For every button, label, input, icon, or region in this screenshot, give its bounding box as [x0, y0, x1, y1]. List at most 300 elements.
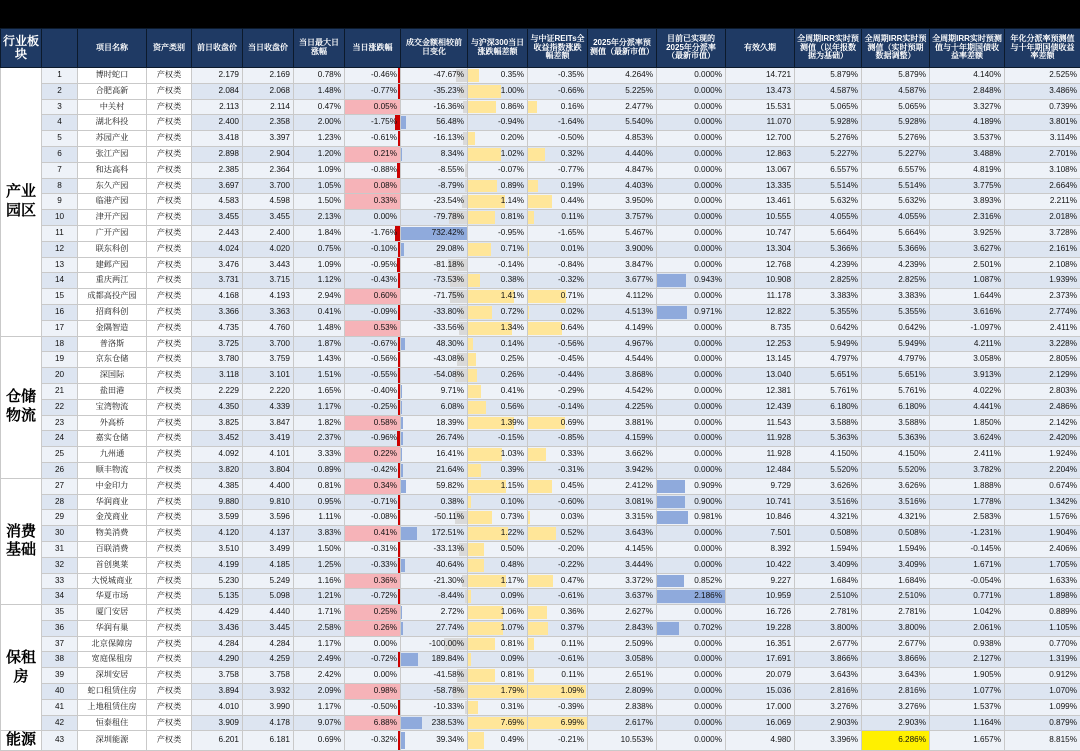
vs-csi-reits-value: 0.11% — [561, 670, 584, 679]
vs-csi-reits — [528, 99, 588, 115]
row-index: 18 — [42, 336, 78, 352]
vs-csi-reits-value: 0.69% — [561, 418, 584, 427]
project-name: 外高桥 — [78, 415, 147, 431]
dist-realized — [657, 605, 726, 621]
dist-realized — [657, 510, 726, 526]
asset-type: 产权类 — [147, 225, 192, 241]
vs-hs300-value: 1.41% — [501, 291, 524, 300]
project-name: 物美消费 — [78, 526, 147, 542]
dist-realized — [657, 431, 726, 447]
dist-spread: 2.525% — [1005, 68, 1080, 84]
vs-csi-reits-bar — [528, 669, 534, 682]
daily-change: -0.50% — [345, 699, 401, 715]
vs-hs300 — [468, 225, 528, 241]
vs-csi-reits-value: -0.31% — [558, 465, 584, 474]
irr-adjusted: 4.150% — [862, 447, 930, 463]
dist-realized — [657, 83, 726, 99]
dist-realized-value: 0.000% — [694, 212, 722, 221]
vs-csi-reits-value: 0.45% — [561, 481, 584, 490]
irr-adjusted: 0.508% — [862, 526, 930, 542]
dist-realized-value: 0.000% — [694, 323, 722, 332]
amount-change-value: -100.00% — [429, 639, 464, 648]
irr-spread: 2.127% — [930, 652, 1005, 668]
vs-hs300 — [468, 620, 528, 636]
amount-change-value: -54.08% — [434, 370, 465, 379]
dist-2025: 3.881% — [588, 415, 657, 431]
table-row — [1, 731, 1080, 751]
amount-change-bar — [401, 338, 405, 351]
dist-spread: 2.774% — [1005, 304, 1080, 320]
duration: 17.691 — [726, 652, 795, 668]
dist-realized — [657, 494, 726, 510]
irr-adjusted: 2.816% — [862, 684, 930, 700]
row-index: 13 — [42, 257, 78, 273]
dist-2025: 3.868% — [588, 368, 657, 384]
dist-spread: 0.770% — [1005, 636, 1080, 652]
max-gain: 2.13% — [294, 210, 345, 226]
vs-hs300 — [468, 636, 528, 652]
dist-spread: 1.904% — [1005, 526, 1080, 542]
amount-change-value: -33.80% — [434, 307, 465, 316]
dist-spread: 2.803% — [1005, 383, 1080, 399]
dist-realized — [657, 115, 726, 131]
daily-change: -0.46% — [345, 68, 401, 84]
irr-spread: 2.848% — [930, 83, 1005, 99]
vs-hs300-bar — [468, 606, 503, 619]
project-name: 东久产园 — [78, 178, 147, 194]
vs-hs300-bar — [468, 211, 495, 224]
vs-csi-reits-value: 0.36% — [561, 607, 584, 616]
amount-change-value: -79.78% — [434, 212, 465, 221]
dist-realized-value: 0.000% — [694, 339, 722, 348]
dist-spread: 3.108% — [1005, 162, 1080, 178]
dist-spread: 2.701% — [1005, 146, 1080, 162]
dist-realized-value: 0.000% — [694, 354, 722, 363]
dist-realized — [657, 146, 726, 162]
duration: 19.228 — [726, 620, 795, 636]
irr-spread: 4.211% — [930, 336, 1005, 352]
table-row — [1, 83, 1080, 99]
irr-spread: 3.925% — [930, 225, 1005, 241]
irr-spread: 4.140% — [930, 68, 1005, 84]
dist-realized — [657, 383, 726, 399]
max-gain: 1.65% — [294, 383, 345, 399]
dist-realized-bar — [657, 274, 686, 287]
duration: 8.392 — [726, 541, 795, 557]
vs-hs300 — [468, 715, 528, 731]
row-index: 10 — [42, 210, 78, 226]
dist-realized — [657, 257, 726, 273]
prev-close: 5.230 — [192, 573, 243, 589]
max-gain: 0.78% — [294, 68, 345, 84]
close-price: 3.455 — [243, 210, 294, 226]
irr-annual: 6.557% — [795, 162, 862, 178]
row-index: 20 — [42, 368, 78, 384]
vs-hs300-bar — [468, 69, 479, 82]
vs-hs300-value: 1.03% — [501, 449, 524, 458]
max-gain: 0.75% — [294, 241, 345, 257]
close-price: 3.419 — [243, 431, 294, 447]
irr-adjusted: 6.557% — [862, 162, 930, 178]
irr-spread: -0.145% — [930, 541, 1005, 557]
vs-csi-reits-value: -0.50% — [558, 133, 584, 142]
asset-type: 产权类 — [147, 699, 192, 715]
table-row — [1, 210, 1080, 226]
irr-annual: 4.239% — [795, 257, 862, 273]
vs-csi-reits-value: 0.37% — [561, 623, 584, 632]
dist-spread: 1.342% — [1005, 494, 1080, 510]
daily-change: -0.88% — [345, 162, 401, 178]
duration: 10.555 — [726, 210, 795, 226]
dist-spread: 0.912% — [1005, 668, 1080, 684]
vs-hs300 — [468, 478, 528, 494]
duration: 17.000 — [726, 699, 795, 715]
row-index: 34 — [42, 589, 78, 605]
vs-csi-reits-bar — [528, 195, 552, 208]
vs-csi-reits — [528, 526, 588, 542]
duration: 12.768 — [726, 257, 795, 273]
amount-change-value: 8.34% — [441, 149, 464, 158]
vs-csi-reits-bar — [528, 606, 547, 619]
max-gain: 9.07% — [294, 715, 345, 731]
dist-spread: 1.576% — [1005, 510, 1080, 526]
row-index: 37 — [42, 636, 78, 652]
vs-csi-reits — [528, 178, 588, 194]
dist-spread: 2.411% — [1005, 320, 1080, 336]
dist-realized — [657, 699, 726, 715]
asset-type: 产权类 — [147, 510, 192, 526]
dist-realized — [657, 352, 726, 368]
project-name: 华夏市场 — [78, 589, 147, 605]
dist-2025: 2.838% — [588, 699, 657, 715]
amount-change — [401, 289, 468, 305]
close-price: 4.400 — [243, 478, 294, 494]
amount-change-value: 21.64% — [436, 465, 464, 474]
row-index: 35 — [42, 605, 78, 621]
asset-type: 产权类 — [147, 431, 192, 447]
dist-spread: 2.420% — [1005, 431, 1080, 447]
dist-realized — [657, 99, 726, 115]
max-gain: 2.94% — [294, 289, 345, 305]
irr-spread: -1.231% — [930, 526, 1005, 542]
close-price: 4.101 — [243, 447, 294, 463]
close-price: 3.445 — [243, 620, 294, 636]
prev-close: 4.385 — [192, 478, 243, 494]
irr-adjusted: 4.321% — [862, 510, 930, 526]
daily-change: -0.72% — [345, 589, 401, 605]
vs-csi-reits — [528, 289, 588, 305]
close-price: 5.249 — [243, 573, 294, 589]
irr-annual: 5.355% — [795, 304, 862, 320]
vs-hs300 — [468, 431, 528, 447]
amount-change-value: 56.48% — [436, 117, 464, 126]
dist-realized-value: 0.000% — [694, 370, 722, 379]
close-price: 3.596 — [243, 510, 294, 526]
dist-spread: 2.486% — [1005, 399, 1080, 415]
header-max-gain: 当日最大日涨幅 — [294, 29, 345, 68]
close-price: 2.068 — [243, 83, 294, 99]
amount-change-value: -58.78% — [434, 686, 465, 695]
vs-csi-reits-value: -1.64% — [558, 117, 584, 126]
vs-hs300-value: -0.94% — [498, 117, 524, 126]
vs-hs300-value: 1.22% — [501, 528, 524, 537]
dist-realized — [657, 336, 726, 352]
dist-spread: 2.805% — [1005, 352, 1080, 368]
sector-label: 仓储物流 — [1, 336, 42, 478]
project-name: 宝湾物流 — [78, 399, 147, 415]
project-name: 厦门安居 — [78, 605, 147, 621]
close-price: 2.904 — [243, 146, 294, 162]
amount-change — [401, 715, 468, 731]
dist-spread: 2.664% — [1005, 178, 1080, 194]
vs-hs300 — [468, 289, 528, 305]
asset-type: 产权类 — [147, 399, 192, 415]
irr-annual: 5.651% — [795, 368, 862, 384]
vs-hs300-value: 1.14% — [501, 196, 524, 205]
dist-2025: 3.757% — [588, 210, 657, 226]
vs-hs300-value: 1.00% — [501, 86, 524, 95]
dist-realized — [657, 415, 726, 431]
asset-type: 产权类 — [147, 115, 192, 131]
dist-spread: 3.228% — [1005, 336, 1080, 352]
amount-change-value: -73.53% — [434, 275, 465, 284]
vs-csi-reits-value: 0.01% — [561, 244, 584, 253]
max-gain: 1.12% — [294, 273, 345, 289]
dist-realized — [657, 131, 726, 147]
irr-spread: 1.077% — [930, 684, 1005, 700]
irr-spread: 2.583% — [930, 510, 1005, 526]
header-duration: 有效久期 — [726, 29, 795, 68]
table-row — [1, 383, 1080, 399]
dist-2025: 4.853% — [588, 131, 657, 147]
close-price: 2.400 — [243, 225, 294, 241]
vs-csi-reits — [528, 162, 588, 178]
dist-realized-value: 0.000% — [694, 228, 722, 237]
asset-type: 产权类 — [147, 304, 192, 320]
table-row — [1, 257, 1080, 273]
asset-type: 产权类 — [147, 557, 192, 573]
prev-close: 3.758 — [192, 668, 243, 684]
vs-hs300-value: 1.07% — [501, 623, 524, 632]
duration: 10.422 — [726, 557, 795, 573]
daily-change: 6.88% — [345, 715, 401, 731]
dist-2025: 3.315% — [588, 510, 657, 526]
prev-close: 4.010 — [192, 699, 243, 715]
dist-2025: 2.651% — [588, 668, 657, 684]
vs-csi-reits-bar — [528, 417, 565, 430]
row-index: 4 — [42, 115, 78, 131]
vs-csi-reits — [528, 573, 588, 589]
table-row — [1, 352, 1080, 368]
duration: 12.381 — [726, 383, 795, 399]
table-row — [1, 589, 1080, 605]
irr-adjusted: 4.587% — [862, 83, 930, 99]
irr-adjusted: 5.366% — [862, 241, 930, 257]
irr-adjusted: 5.928% — [862, 115, 930, 131]
dist-spread: 1.319% — [1005, 652, 1080, 668]
dist-realized-value: 0.000% — [694, 433, 722, 442]
project-name: 深圳能源 — [78, 731, 147, 751]
project-name: 湖北科投 — [78, 115, 147, 131]
dist-realized-value: 0.000% — [694, 386, 722, 395]
max-gain: 2.58% — [294, 620, 345, 636]
project-name: 九州通 — [78, 447, 147, 463]
vs-csi-reits — [528, 115, 588, 131]
amount-change-value: -23.54% — [434, 196, 465, 205]
irr-spread: 1.671% — [930, 557, 1005, 573]
vs-hs300 — [468, 399, 528, 415]
row-index: 42 — [42, 715, 78, 731]
vs-hs300-value: 0.72% — [501, 307, 524, 316]
daily-change: 0.60% — [345, 289, 401, 305]
max-gain: 1.43% — [294, 352, 345, 368]
vs-hs300-bar — [468, 732, 484, 749]
close-price: 3.715 — [243, 273, 294, 289]
dist-2025: 3.637% — [588, 589, 657, 605]
duration: 8.735 — [726, 320, 795, 336]
vs-hs300 — [468, 99, 528, 115]
asset-type: 产权类 — [147, 620, 192, 636]
vs-hs300-value: 0.26% — [501, 370, 524, 379]
amount-change-bar — [401, 480, 406, 493]
amount-change-value: 6.08% — [441, 402, 464, 411]
vs-hs300-bar — [468, 338, 473, 351]
table-row — [1, 289, 1080, 305]
vs-hs300-value: 0.49% — [501, 735, 524, 744]
project-name: 中关村 — [78, 99, 147, 115]
amount-change — [401, 541, 468, 557]
close-price: 4.185 — [243, 557, 294, 573]
dist-2025: 3.847% — [588, 257, 657, 273]
close-price: 3.700 — [243, 178, 294, 194]
irr-annual: 5.664% — [795, 225, 862, 241]
vs-csi-reits-value: -0.45% — [558, 354, 584, 363]
prev-close: 2.113 — [192, 99, 243, 115]
close-price: 4.598 — [243, 194, 294, 210]
table-row — [1, 699, 1080, 715]
vs-csi-reits — [528, 620, 588, 636]
irr-annual: 4.150% — [795, 447, 862, 463]
irr-annual: 5.761% — [795, 383, 862, 399]
amount-change — [401, 668, 468, 684]
vs-hs300-bar — [468, 180, 497, 193]
vs-hs300-value: 0.81% — [501, 212, 524, 221]
irr-annual: 1.684% — [795, 573, 862, 589]
duration: 12.253 — [726, 336, 795, 352]
vs-csi-reits-value: -0.44% — [558, 370, 584, 379]
irr-annual: 2.510% — [795, 589, 862, 605]
reits-table-container — [0, 28, 1080, 751]
dist-realized-value: 0.000% — [694, 181, 722, 190]
dist-realized-value: 0.852% — [694, 576, 722, 585]
duration: 10.747 — [726, 225, 795, 241]
asset-type: 产权类 — [147, 589, 192, 605]
vs-hs300-value: 0.38% — [501, 275, 524, 284]
dist-spread: 1.939% — [1005, 273, 1080, 289]
row-index: 9 — [42, 194, 78, 210]
vs-csi-reits-bar — [528, 101, 537, 114]
amount-change — [401, 652, 468, 668]
row-index: 43 — [42, 731, 78, 751]
dist-realized — [657, 304, 726, 320]
close-price: 4.284 — [243, 636, 294, 652]
dist-spread: 1.705% — [1005, 557, 1080, 573]
irr-annual: 3.800% — [795, 620, 862, 636]
duration: 4.980 — [726, 731, 795, 751]
daily-change: 0.25% — [345, 605, 401, 621]
amount-change-value: 18.39% — [436, 418, 464, 427]
dist-2025: 5.225% — [588, 83, 657, 99]
irr-spread: 1.888% — [930, 478, 1005, 494]
table-row — [1, 462, 1080, 478]
vs-csi-reits — [528, 589, 588, 605]
duration: 12.863 — [726, 146, 795, 162]
amount-change — [401, 699, 468, 715]
daily-change: 0.22% — [345, 447, 401, 463]
irr-annual: 5.879% — [795, 68, 862, 84]
row-index: 40 — [42, 684, 78, 700]
amount-change-value: 40.64% — [436, 560, 464, 569]
table-row — [1, 494, 1080, 510]
close-price: 2.364 — [243, 162, 294, 178]
dist-realized — [657, 194, 726, 210]
asset-type: 产权类 — [147, 652, 192, 668]
project-name: 成都高投产园 — [78, 289, 147, 305]
project-name: 深圳安居 — [78, 668, 147, 684]
max-gain: 1.51% — [294, 368, 345, 384]
irr-annual: 3.409% — [795, 557, 862, 573]
irr-adjusted: 2.677% — [862, 636, 930, 652]
project-name: 苏园产业 — [78, 131, 147, 147]
vs-csi-reits — [528, 210, 588, 226]
vs-hs300-value: 0.39% — [501, 465, 524, 474]
daily-change: -0.32% — [345, 731, 401, 751]
daily-change: -1.75% — [345, 115, 401, 131]
dist-spread: 1.633% — [1005, 573, 1080, 589]
amount-change — [401, 620, 468, 636]
duration: 20.079 — [726, 668, 795, 684]
duration: 11.928 — [726, 447, 795, 463]
max-gain: 1.11% — [294, 510, 345, 526]
irr-adjusted: 5.949% — [862, 336, 930, 352]
max-gain: 2.09% — [294, 684, 345, 700]
vs-hs300 — [468, 115, 528, 131]
vs-hs300-value: 0.86% — [501, 102, 524, 111]
dist-spread: 8.815% — [1005, 731, 1080, 751]
irr-spread: 3.488% — [930, 146, 1005, 162]
irr-spread: 3.782% — [930, 462, 1005, 478]
close-price: 4.178 — [243, 715, 294, 731]
vs-hs300-value: 0.73% — [501, 512, 524, 521]
dist-2025: 2.477% — [588, 99, 657, 115]
close-price: 3.990 — [243, 699, 294, 715]
daily-change: -0.55% — [345, 368, 401, 384]
duration: 9.227 — [726, 573, 795, 589]
duration: 11.543 — [726, 415, 795, 431]
vs-csi-reits-value: 0.32% — [561, 149, 584, 158]
vs-hs300-bar — [468, 274, 480, 287]
prev-close: 3.455 — [192, 210, 243, 226]
irr-adjusted: 5.879% — [862, 68, 930, 84]
amount-change-bar — [401, 116, 406, 129]
amount-change-bar — [401, 243, 404, 256]
row-index: 19 — [42, 352, 78, 368]
irr-spread: 0.771% — [930, 589, 1005, 605]
amount-change — [401, 462, 468, 478]
irr-annual: 5.366% — [795, 241, 862, 257]
irr-spread: 1.537% — [930, 699, 1005, 715]
amount-change — [401, 431, 468, 447]
